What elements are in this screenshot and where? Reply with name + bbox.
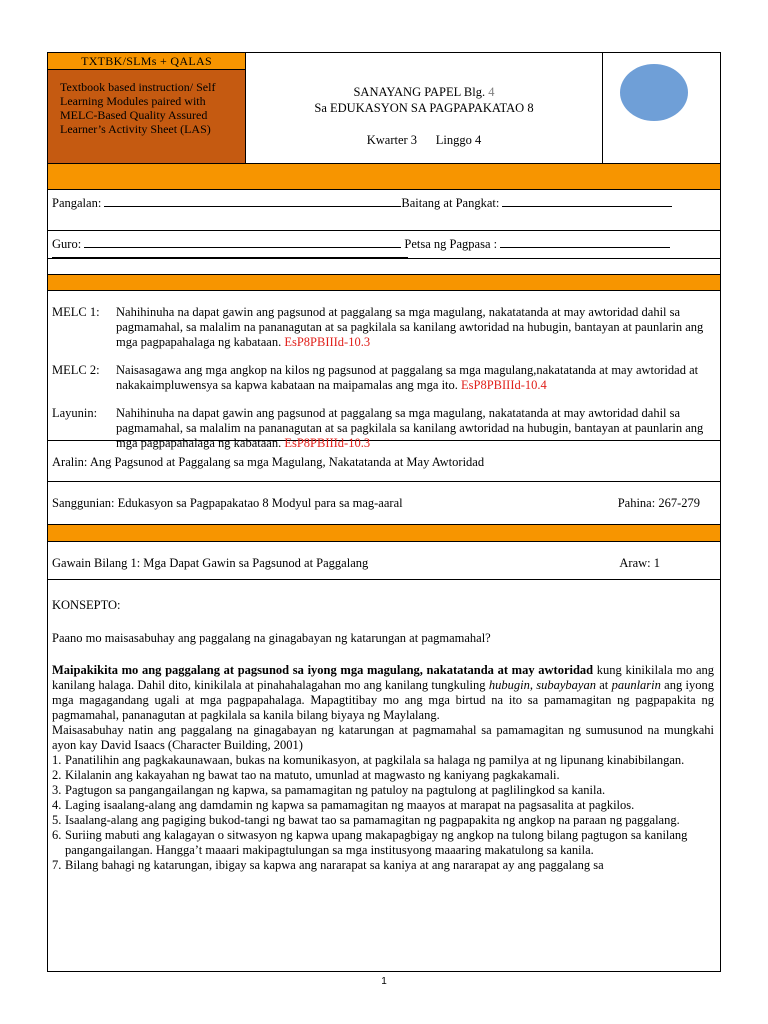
melc2-text: Naisasagawa ang mga angkop na kilos ng pagsunod at paggalang sa mga magulang,nakatatanda at may awtoridad at nakakaimpluwensya sa kapwa kabataan na maipamalas ang mga ito. <box>116 363 699 392</box>
item-text: Laging isaalang-alang ang damdamin ng kapwa sa pamamagitan ng maayos at marapat na pagsasalita at pagkilos. <box>65 798 635 812</box>
title-prefix: SANAYANG PAPEL Blg. <box>353 85 486 99</box>
objective-label: Layunin: <box>52 406 98 420</box>
concept-heading: KONSEPTO: <box>52 598 121 612</box>
concept-section <box>48 580 720 873</box>
program-box <box>48 53 246 163</box>
title-block <box>246 53 603 163</box>
program-tag: TXTBK/SLMs + QALAS <box>48 53 245 70</box>
list-item <box>52 798 714 813</box>
objective-code: EsP8PBIIId-10.3 <box>284 436 371 450</box>
melc2-label: MELC 2: <box>52 363 100 377</box>
page-number: 1 <box>381 976 387 987</box>
lesson-title: Aralin: Ang Pagsunod at Paggalang sa mga Magulang, Nakatatanda at May Awtoridad <box>52 455 485 469</box>
sheet-title <box>246 84 602 100</box>
item-number: 4. <box>52 798 62 812</box>
list-item <box>52 783 714 798</box>
melc1-text: Nahihinuha na dapat gawin ang pagsunod at paggalang sa mga magulang, nakatatanda at may awtoridad dahil sa pagmamahal, sa malalim na pananagutan at sa pagkilala sa kanilang awtoridad na hubugin, bantayan at paunlarin ang mga pagpapahalaga ng kabataan. <box>116 305 704 349</box>
melc1-code: EsP8PBIIId-10.3 <box>284 335 371 349</box>
concept-paragraph-1 <box>52 663 714 723</box>
list-item <box>52 768 714 783</box>
objective-text: Nahihinuha na dapat gawin ang pagsunod at paggalang sa mga magulang, nakatatanda at may awtoridad dahil sa pagmamahal, sa malalim na pananagutan at sa pagkilala sa kanilang awtoridad na hubugin, bantayan at paunlarin ang mga pagpapahalaga ng kabataan. <box>116 406 704 450</box>
name-row <box>48 190 720 231</box>
orange-band-2 <box>48 275 720 291</box>
quarter-week <box>246 132 602 148</box>
item-number: 6. <box>52 828 62 842</box>
day: Araw: 1 <box>619 556 660 570</box>
bold-lead: Maipakikita mo ang paggalang at pagsunod sa iyong mga magulang, nakatatanda at may awtoridad <box>52 663 594 677</box>
activity-row <box>48 542 720 580</box>
grade-label: Baitang at Pangkat: <box>401 196 500 210</box>
item-number: 1. <box>52 753 62 767</box>
activity-title: Gawain Bilang 1: Mga Dapat Gawin sa Pagsunod at Paggalang <box>52 556 369 570</box>
guiding-question: Paano mo maisasabuhay ang paggalang na ginagabayan ng katarungan at pagmamahal? <box>52 631 491 645</box>
name-label: Pangalan: <box>52 196 102 210</box>
item-text: Panatilihin ang pagkakaunawaan, bukas na komunikasyon, at pagkilala sa halaga ng pamilya at ng lipunang kinabibilangan. <box>65 753 685 767</box>
orange-band-3 <box>48 525 720 542</box>
item-text: Suriing mabuti ang kalagayan o sitwasyon ng kapwa upang makapagbigay ng angkop na tulong bilang pagtugon sa kanilang pangangailangan. Hangga’t maaari makipagtulungan sa mga institusyong maaaring makatulong sa kanila. <box>65 828 688 857</box>
reference: Sanggunian: Edukasyon sa Pagpapakatao 8 Modyul para sa mag-aaral <box>52 496 403 510</box>
item-number: 2. <box>52 768 62 782</box>
melc1 <box>52 305 714 350</box>
para1-part-b: at <box>595 678 612 692</box>
teacher-label: Guro: <box>52 237 82 251</box>
item-text: Bilang bahagi ng katarungan, ibigay sa kapwa ang nararapat sa kaniya at ang nararapat ay ang paggalang sa <box>65 858 604 872</box>
melc2-code: EsP8PBIIId-10.4 <box>461 378 547 392</box>
item-text: Isaalang-alang ang pagiging bukod-tangi ng bawat tao sa pamamagitan ng pagpapakita ng angkop na paraan ng paggalang. <box>65 813 680 827</box>
lesson-row <box>48 441 720 482</box>
logo-box <box>603 53 720 163</box>
extra-line <box>52 257 408 258</box>
grade-field[interactable] <box>502 206 672 207</box>
activity-sheet <box>47 52 721 972</box>
program-description: Textbook based instruction/ Self Learning Modules paired with MELC-Based Quality Assured Learner’s Activity Sheet (LAS) <box>48 70 245 163</box>
item-number: 7. <box>52 858 62 872</box>
blank-row <box>48 259 720 275</box>
list-item <box>52 753 714 768</box>
header <box>48 53 720 164</box>
list-item <box>52 813 714 828</box>
concept-paragraph-2: Maisasabuhay natin ang paggalang na ginagabayan ng katarungan at pagmamahal sa pamamagitan ng sumusunod na mungkahi ayon kay David Isaacs (Character Building, 2001) <box>52 723 714 752</box>
orange-band <box>48 164 720 190</box>
pages: Pahina: 267-279 <box>617 496 700 510</box>
para1-italic-2: paunlarin <box>611 678 661 692</box>
teacher-row <box>48 231 720 259</box>
teacher-field[interactable] <box>84 247 401 248</box>
logo-circle <box>620 64 688 121</box>
date-label: Petsa ng Pagpasa : <box>404 237 498 251</box>
week: Linggo 4 <box>435 133 482 147</box>
competencies <box>48 291 720 450</box>
melc1-label: MELC 1: <box>52 305 100 319</box>
para1-italic-1: hubugin, subaybayan <box>488 678 596 692</box>
para1-part-c: ang iyong mga magagandang ugali at mga pagpapahalaga. Mapagtitibay mo ang mga birtud na ito sa pamamagitan ng pagpapakita ng pagmamahal, pananagutan at pagkilala sa kanila bilang biyaya ng Maylalang. <box>52 678 715 722</box>
item-number: 3. <box>52 783 62 797</box>
item-text: Pagtugon sa pangangailangan ng kapwa, sa pamamagitan ng patuloy na pagtulong at paglilingkod sa kanila. <box>65 783 606 797</box>
melc2 <box>52 363 714 393</box>
para1-part-a: kung kinikilala mo ang kanilang halaga. Dahil dito, kinikilala at pinahahalagahan mo ang kanilang tungkuling <box>52 663 715 692</box>
sheet-number: 4 <box>488 85 495 99</box>
item-number: 5. <box>52 813 62 827</box>
list-item <box>52 858 714 873</box>
quarter: Kwarter 3 <box>366 133 418 147</box>
name-field[interactable] <box>104 206 401 207</box>
suggestion-list <box>52 753 714 873</box>
subject-title: Sa EDUKASYON SA PAGPAPAKATAO 8 <box>314 101 534 115</box>
item-text: Kilalanin ang kakayahan ng bawat tao na matuto, umunlad at magwasto ng kaniyang pagkakamali. <box>65 768 560 782</box>
reference-row <box>48 482 720 525</box>
list-item <box>52 828 714 858</box>
date-field[interactable] <box>500 247 670 248</box>
